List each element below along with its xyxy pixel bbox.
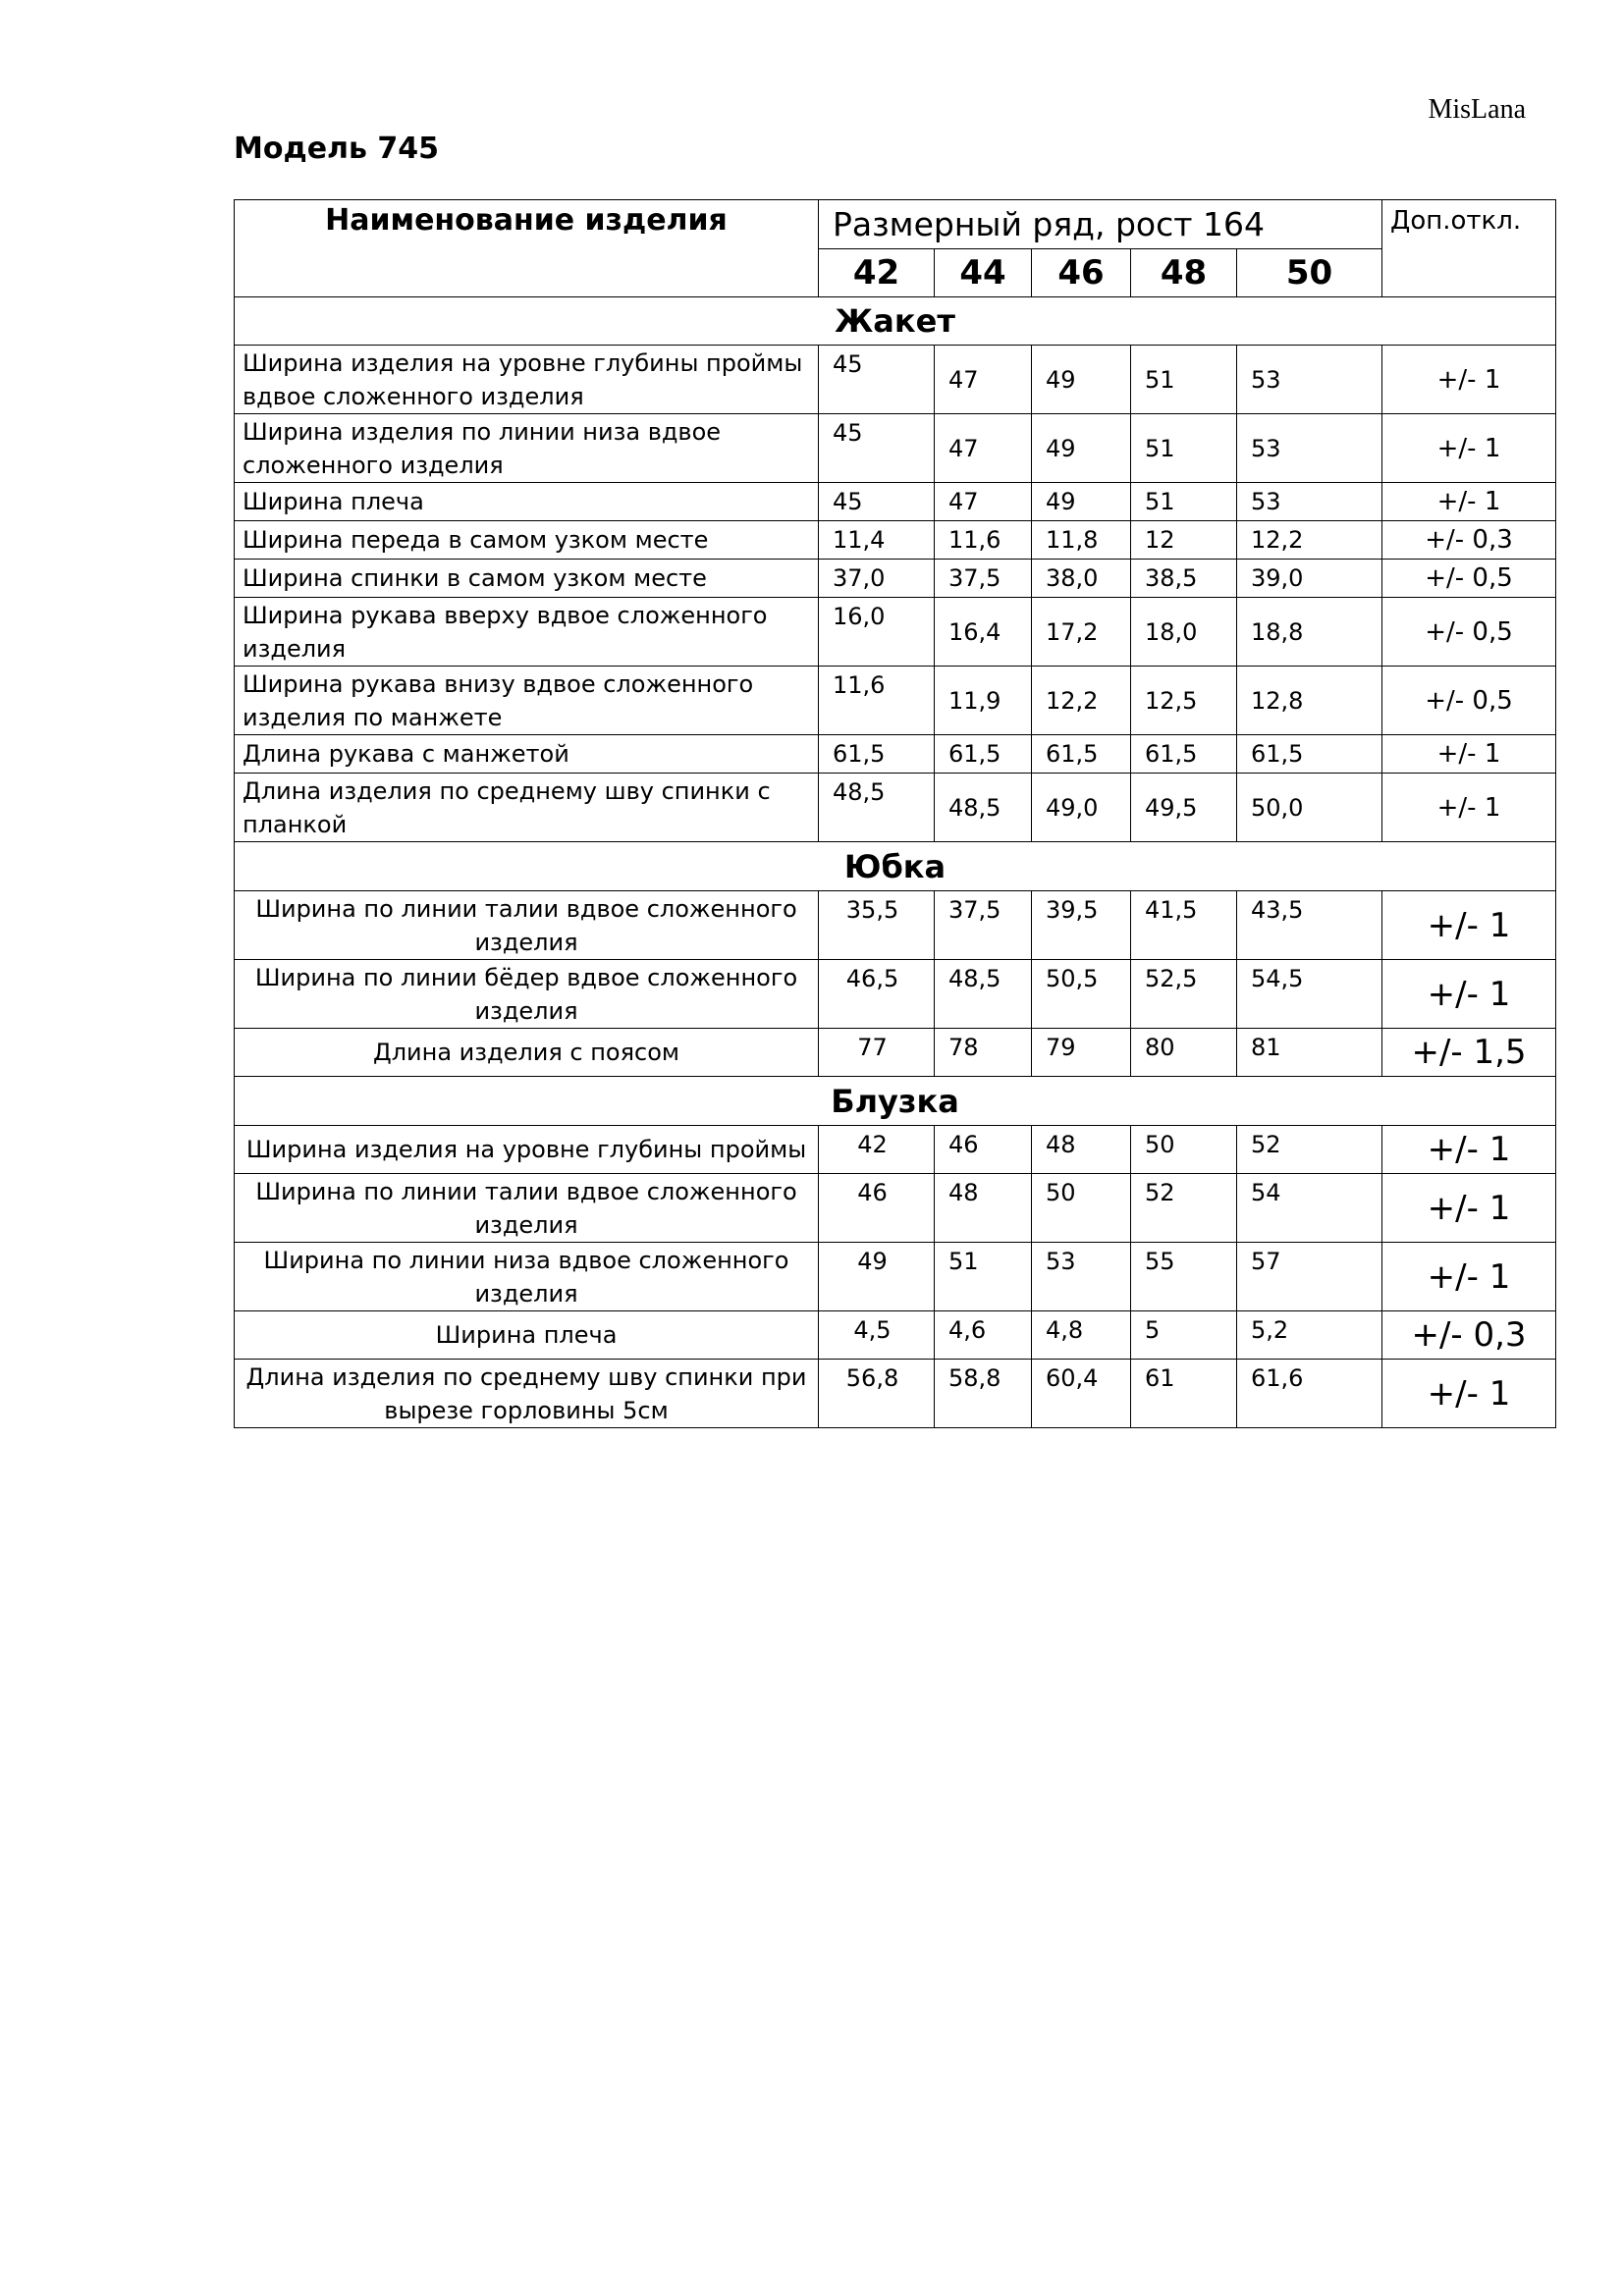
size-header-cell: 48	[1131, 249, 1237, 297]
section-row	[235, 297, 1556, 346]
size-value-cell: 46	[935, 1126, 1032, 1174]
size-value-cell: 38,5	[1131, 560, 1237, 598]
size-value-cell: 50,0	[1237, 774, 1382, 842]
size-value-cell: 37,5	[935, 891, 1032, 960]
size-value-cell: 53	[1032, 1243, 1131, 1311]
tolerance-cell: +/- 1	[1382, 1360, 1556, 1428]
tolerance-cell: +/- 1	[1382, 1243, 1556, 1311]
size-value-cell: 53	[1237, 414, 1382, 483]
size-value-cell: 42	[819, 1126, 935, 1174]
size-value-cell: 49	[1032, 346, 1131, 414]
header-row	[235, 200, 1556, 249]
size-value-cell: 55	[1131, 1243, 1237, 1311]
header-name-cell: Наименование изделия	[235, 200, 819, 297]
tolerance-cell: +/- 1	[1382, 735, 1556, 774]
size-value-cell: 53	[1237, 346, 1382, 414]
table-row	[235, 414, 1556, 483]
tolerance-cell: +/- 0,5	[1382, 560, 1556, 598]
table-row	[235, 667, 1556, 735]
size-value-cell: 61	[1131, 1360, 1237, 1428]
tolerance-cell: +/- 0,3	[1382, 1311, 1556, 1360]
size-value-cell: 12,8	[1237, 667, 1382, 735]
size-value-cell: 51	[935, 1243, 1032, 1311]
table-row	[235, 1360, 1556, 1428]
size-value-cell: 18,8	[1237, 598, 1382, 667]
measurement-name: Ширина изделия по линии низа вдвое сложенного изделия	[235, 414, 819, 483]
size-header-cell: 46	[1032, 249, 1131, 297]
size-value-cell: 4,8	[1032, 1311, 1131, 1360]
size-value-cell: 53	[1237, 483, 1382, 521]
tolerance-cell: +/- 0,3	[1382, 521, 1556, 560]
size-value-cell: 48,5	[935, 774, 1032, 842]
size-spec-table-body	[235, 200, 1556, 1428]
table-row	[235, 774, 1556, 842]
size-value-cell: 48	[935, 1174, 1032, 1243]
size-value-cell: 49,5	[1131, 774, 1237, 842]
size-value-cell: 45	[819, 414, 935, 483]
size-value-cell: 61,5	[935, 735, 1032, 774]
table-row	[235, 346, 1556, 414]
measurement-name: Ширина переда в самом узком месте	[235, 521, 819, 560]
table-row	[235, 598, 1556, 667]
size-value-cell: 50,5	[1032, 960, 1131, 1029]
tolerance-cell: +/- 1	[1382, 960, 1556, 1029]
tolerance-cell: +/- 1	[1382, 891, 1556, 960]
tolerance-cell: +/- 1	[1382, 1126, 1556, 1174]
size-value-cell: 52	[1131, 1174, 1237, 1243]
size-value-cell: 77	[819, 1029, 935, 1077]
measurement-name: Ширина рукава внизу вдвое сложенного изделия по манжете	[235, 667, 819, 735]
size-value-cell: 78	[935, 1029, 1032, 1077]
section-title: Жакет	[235, 297, 1556, 346]
size-value-cell: 43,5	[1237, 891, 1382, 960]
table-row	[235, 960, 1556, 1029]
size-value-cell: 48,5	[819, 774, 935, 842]
measurement-name: Длина изделия по среднему шву спинки при вырезе горловины 5см	[235, 1360, 819, 1428]
size-value-cell: 61,6	[1237, 1360, 1382, 1428]
size-value-cell: 37,0	[819, 560, 935, 598]
size-value-cell: 47	[935, 346, 1032, 414]
tolerance-cell: +/- 1	[1382, 1174, 1556, 1243]
brand-name: MisLana	[1428, 94, 1526, 125]
size-value-cell: 4,5	[819, 1311, 935, 1360]
size-value-cell: 80	[1131, 1029, 1237, 1077]
size-value-cell: 11,6	[819, 667, 935, 735]
size-value-cell: 38,0	[1032, 560, 1131, 598]
size-value-cell: 16,4	[935, 598, 1032, 667]
size-value-cell: 61,5	[1237, 735, 1382, 774]
size-value-cell: 52	[1237, 1126, 1382, 1174]
size-value-cell: 51	[1131, 414, 1237, 483]
size-value-cell: 4,6	[935, 1311, 1032, 1360]
tolerance-cell: +/- 1,5	[1382, 1029, 1556, 1077]
size-value-cell: 49	[1032, 483, 1131, 521]
tolerance-cell: +/- 1	[1382, 483, 1556, 521]
measurement-name: Длина изделия с поясом	[235, 1029, 819, 1077]
size-value-cell: 79	[1032, 1029, 1131, 1077]
measurement-name: Ширина плеча	[235, 1311, 819, 1360]
table-row	[235, 560, 1556, 598]
header-tolerance: Доп.откл.	[1382, 200, 1556, 297]
size-value-cell: 47	[935, 414, 1032, 483]
measurement-name: Ширина плеча	[235, 483, 819, 521]
table-row	[235, 1174, 1556, 1243]
size-value-cell: 39,5	[1032, 891, 1131, 960]
size-value-cell: 49	[1032, 414, 1131, 483]
size-header-cell: 42	[819, 249, 935, 297]
size-value-cell: 11,6	[935, 521, 1032, 560]
size-value-cell: 12,2	[1237, 521, 1382, 560]
size-value-cell: 39,0	[1237, 560, 1382, 598]
measurement-name: Ширина изделия на уровне глубины проймы	[235, 1126, 819, 1174]
measurement-name: Ширина по линии низа вдвое сложенного изделия	[235, 1243, 819, 1311]
table-row	[235, 891, 1556, 960]
size-spec-table	[234, 199, 1556, 1428]
size-value-cell: 12	[1131, 521, 1237, 560]
size-value-cell: 48	[1032, 1126, 1131, 1174]
size-value-cell: 48,5	[935, 960, 1032, 1029]
size-value-cell: 50	[1131, 1126, 1237, 1174]
size-value-cell: 11,9	[935, 667, 1032, 735]
section-row	[235, 842, 1556, 891]
table-row	[235, 521, 1556, 560]
size-value-cell: 11,4	[819, 521, 935, 560]
size-value-cell: 61,5	[1032, 735, 1131, 774]
tolerance-cell: +/- 0,5	[1382, 667, 1556, 735]
size-value-cell: 61,5	[819, 735, 935, 774]
size-value-cell: 16,0	[819, 598, 935, 667]
size-value-cell: 49,0	[1032, 774, 1131, 842]
size-value-cell: 50	[1032, 1174, 1131, 1243]
tolerance-cell: +/- 1	[1382, 346, 1556, 414]
table-row	[235, 1126, 1556, 1174]
size-header-cell: 50	[1237, 249, 1382, 297]
tolerance-cell: +/- 1	[1382, 774, 1556, 842]
size-value-cell: 45	[819, 483, 935, 521]
size-value-cell: 57	[1237, 1243, 1382, 1311]
size-value-cell: 12,5	[1131, 667, 1237, 735]
size-value-cell: 12,2	[1032, 667, 1131, 735]
size-value-cell: 41,5	[1131, 891, 1237, 960]
size-value-cell: 46	[819, 1174, 935, 1243]
size-value-cell: 54	[1237, 1174, 1382, 1243]
measurement-name: Ширина по линии бёдер вдвое сложенного изделия	[235, 960, 819, 1029]
size-value-cell: 35,5	[819, 891, 935, 960]
size-value-cell: 45	[819, 346, 935, 414]
header-size-range: Размерный ряд, рост 164	[819, 200, 1382, 249]
size-value-cell: 18,0	[1131, 598, 1237, 667]
size-value-cell: 58,8	[935, 1360, 1032, 1428]
measurement-name: Длина изделия по среднему шву спинки с планкой	[235, 774, 819, 842]
table-row	[235, 735, 1556, 774]
table-row	[235, 1029, 1556, 1077]
size-value-cell: 61,5	[1131, 735, 1237, 774]
size-value-cell: 37,5	[935, 560, 1032, 598]
measurement-name: Ширина по линии талии вдвое сложенного изделия	[235, 891, 819, 960]
size-value-cell: 11,8	[1032, 521, 1131, 560]
section-title: Блузка	[235, 1077, 1556, 1126]
size-value-cell: 56,8	[819, 1360, 935, 1428]
size-value-cell: 81	[1237, 1029, 1382, 1077]
measurement-name: Длина рукава с манжетой	[235, 735, 819, 774]
table-row	[235, 1243, 1556, 1311]
size-value-cell: 46,5	[819, 960, 935, 1029]
size-value-cell: 52,5	[1131, 960, 1237, 1029]
measurement-name: Ширина изделия на уровне глубины проймы вдвое сложенного изделия	[235, 346, 819, 414]
size-value-cell: 60,4	[1032, 1360, 1131, 1428]
table-row	[235, 1311, 1556, 1360]
measurement-name: Ширина рукава вверху вдвое сложенного изделия	[235, 598, 819, 667]
tolerance-cell: +/- 1	[1382, 414, 1556, 483]
size-value-cell: 17,2	[1032, 598, 1131, 667]
size-value-cell: 54,5	[1237, 960, 1382, 1029]
size-value-cell: 47	[935, 483, 1032, 521]
section-title: Юбка	[235, 842, 1556, 891]
size-value-cell: 49	[819, 1243, 935, 1311]
section-row	[235, 1077, 1556, 1126]
size-value-cell: 51	[1131, 483, 1237, 521]
size-header-cell: 44	[935, 249, 1032, 297]
size-value-cell: 51	[1131, 346, 1237, 414]
size-value-cell: 5,2	[1237, 1311, 1382, 1360]
model-title: Модель 745	[234, 132, 440, 166]
tolerance-cell: +/- 0,5	[1382, 598, 1556, 667]
size-value-cell: 5	[1131, 1311, 1237, 1360]
table-row	[235, 483, 1556, 521]
measurement-name: Ширина по линии талии вдвое сложенного изделия	[235, 1174, 819, 1243]
measurement-name: Ширина спинки в самом узком месте	[235, 560, 819, 598]
